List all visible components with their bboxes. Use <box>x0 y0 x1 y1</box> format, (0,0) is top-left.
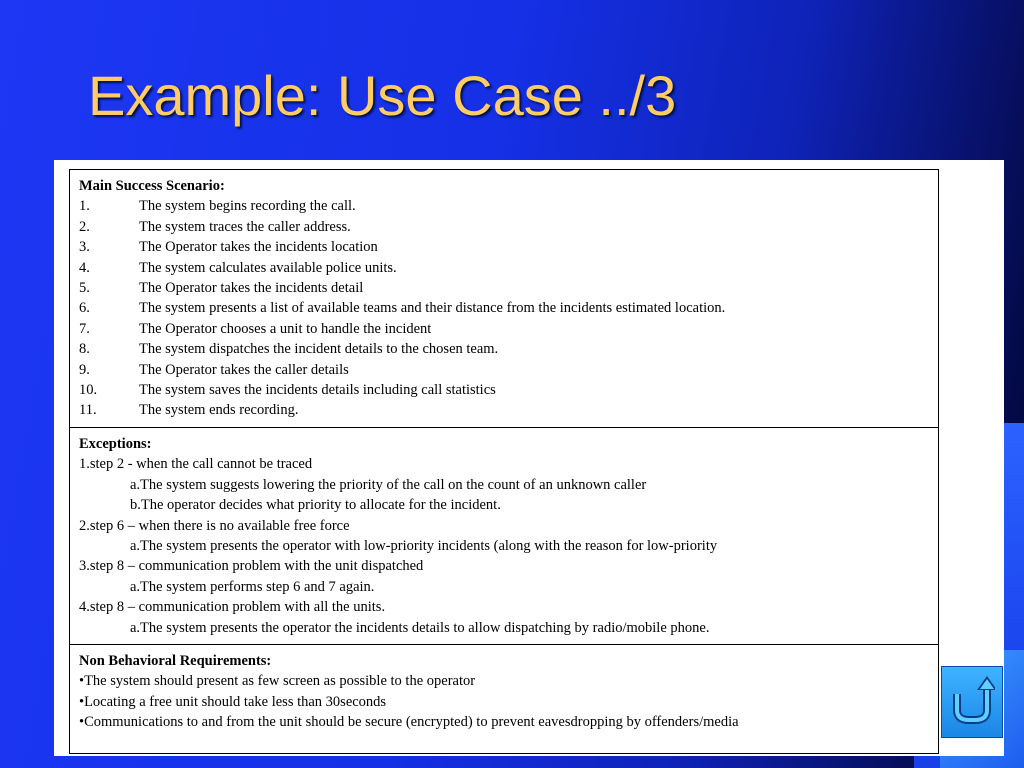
list-item <box>79 319 930 339</box>
main-success-section <box>70 170 939 428</box>
main-success-header: Main Success Scenario: <box>79 178 225 194</box>
step-number: 4. <box>79 259 90 276</box>
step-number: 1. <box>79 198 90 215</box>
list-item <box>79 380 930 400</box>
step-text: The system presents a list of available teams and their distance from the incidents estimated location. <box>139 300 726 317</box>
exception-subline: a.The system suggests lowering the priority of the call on the count of an unknown caller <box>130 476 647 493</box>
step-text: The system calculates available police units. <box>139 259 397 276</box>
list-item <box>79 400 930 420</box>
exceptions-header: Exceptions: <box>79 435 152 452</box>
main-success-cell <box>70 170 939 428</box>
list-item <box>79 298 930 318</box>
list-item <box>79 237 930 257</box>
step-text: The system dispatches the incident details to the chosen team. <box>139 341 499 358</box>
slide-title: Example: Use Case ../3 <box>88 64 677 127</box>
step-text: The system saves the incidents details including call statistics <box>139 382 496 399</box>
step-text: The system traces the caller address. <box>139 218 351 235</box>
step-number: 6. <box>79 300 90 317</box>
exceptions-cell <box>70 427 939 644</box>
bullet-item: • Locating a free unit should take less than 30seconds <box>79 692 930 712</box>
step-text: The system begins recording the call. <box>139 198 356 215</box>
exception-subline: b.The operator decides what priority to allocate for the incident. <box>130 497 501 514</box>
list-item <box>79 339 930 359</box>
step-number: 2. <box>79 218 90 235</box>
step-number: 8. <box>79 341 90 358</box>
exception-subline: a.The system presents the operator with low-priority incidents (along with the reason for low-priority <box>130 537 718 554</box>
exception-line: 4.step 8 – communication problem with all the units. <box>79 599 386 616</box>
list-item <box>79 217 930 237</box>
step-number: 9. <box>79 361 90 378</box>
step-number: 10. <box>79 382 98 399</box>
step-text: The Operator chooses a unit to handle the incident <box>139 320 432 337</box>
non-behavioral-cell <box>70 644 939 753</box>
exception-line: 2.step 6 – when there is no available free force <box>79 517 350 534</box>
exception-subline: a.The system presents the operator the incidents details to allow dispatching by radio/mobile phone. <box>130 619 710 636</box>
step-text: The Operator takes the incidents location <box>139 239 378 256</box>
step-number: 5. <box>79 280 90 297</box>
non-behavioral-header: Non Behavioral Requirements: <box>79 652 272 669</box>
exception-line: 1.step 2 - when the call cannot be traced <box>79 456 313 473</box>
list-item <box>79 258 930 278</box>
step-number: 7. <box>79 320 90 337</box>
non-behavioral-section <box>70 644 939 753</box>
step-number: 3. <box>79 239 90 256</box>
list-item <box>79 360 930 380</box>
content-panel <box>54 160 1004 756</box>
bullet-item: • Communications to and from the unit should be secure (encrypted) to prevent eavesdropping by offenders/media <box>79 712 930 732</box>
return-button[interactable] <box>941 666 1003 738</box>
list-item <box>79 196 930 216</box>
exception-line: 3.step 8 – communication problem with the unit dispatched <box>79 558 424 575</box>
list-item <box>79 278 930 298</box>
exceptions-section <box>70 427 939 644</box>
step-text: The Operator takes the incidents detail <box>139 280 364 297</box>
exception-subline: a.The system performs step 6 and 7 again. <box>130 578 375 595</box>
step-text: The system ends recording. <box>139 402 299 419</box>
bullet-item: • The system should present as few screen as possible to the operator <box>79 671 930 691</box>
step-number: 11. <box>79 402 97 419</box>
step-text: The Operator takes the caller details <box>139 361 349 378</box>
return-arrow-icon <box>949 674 995 731</box>
use-case-table <box>69 169 939 754</box>
